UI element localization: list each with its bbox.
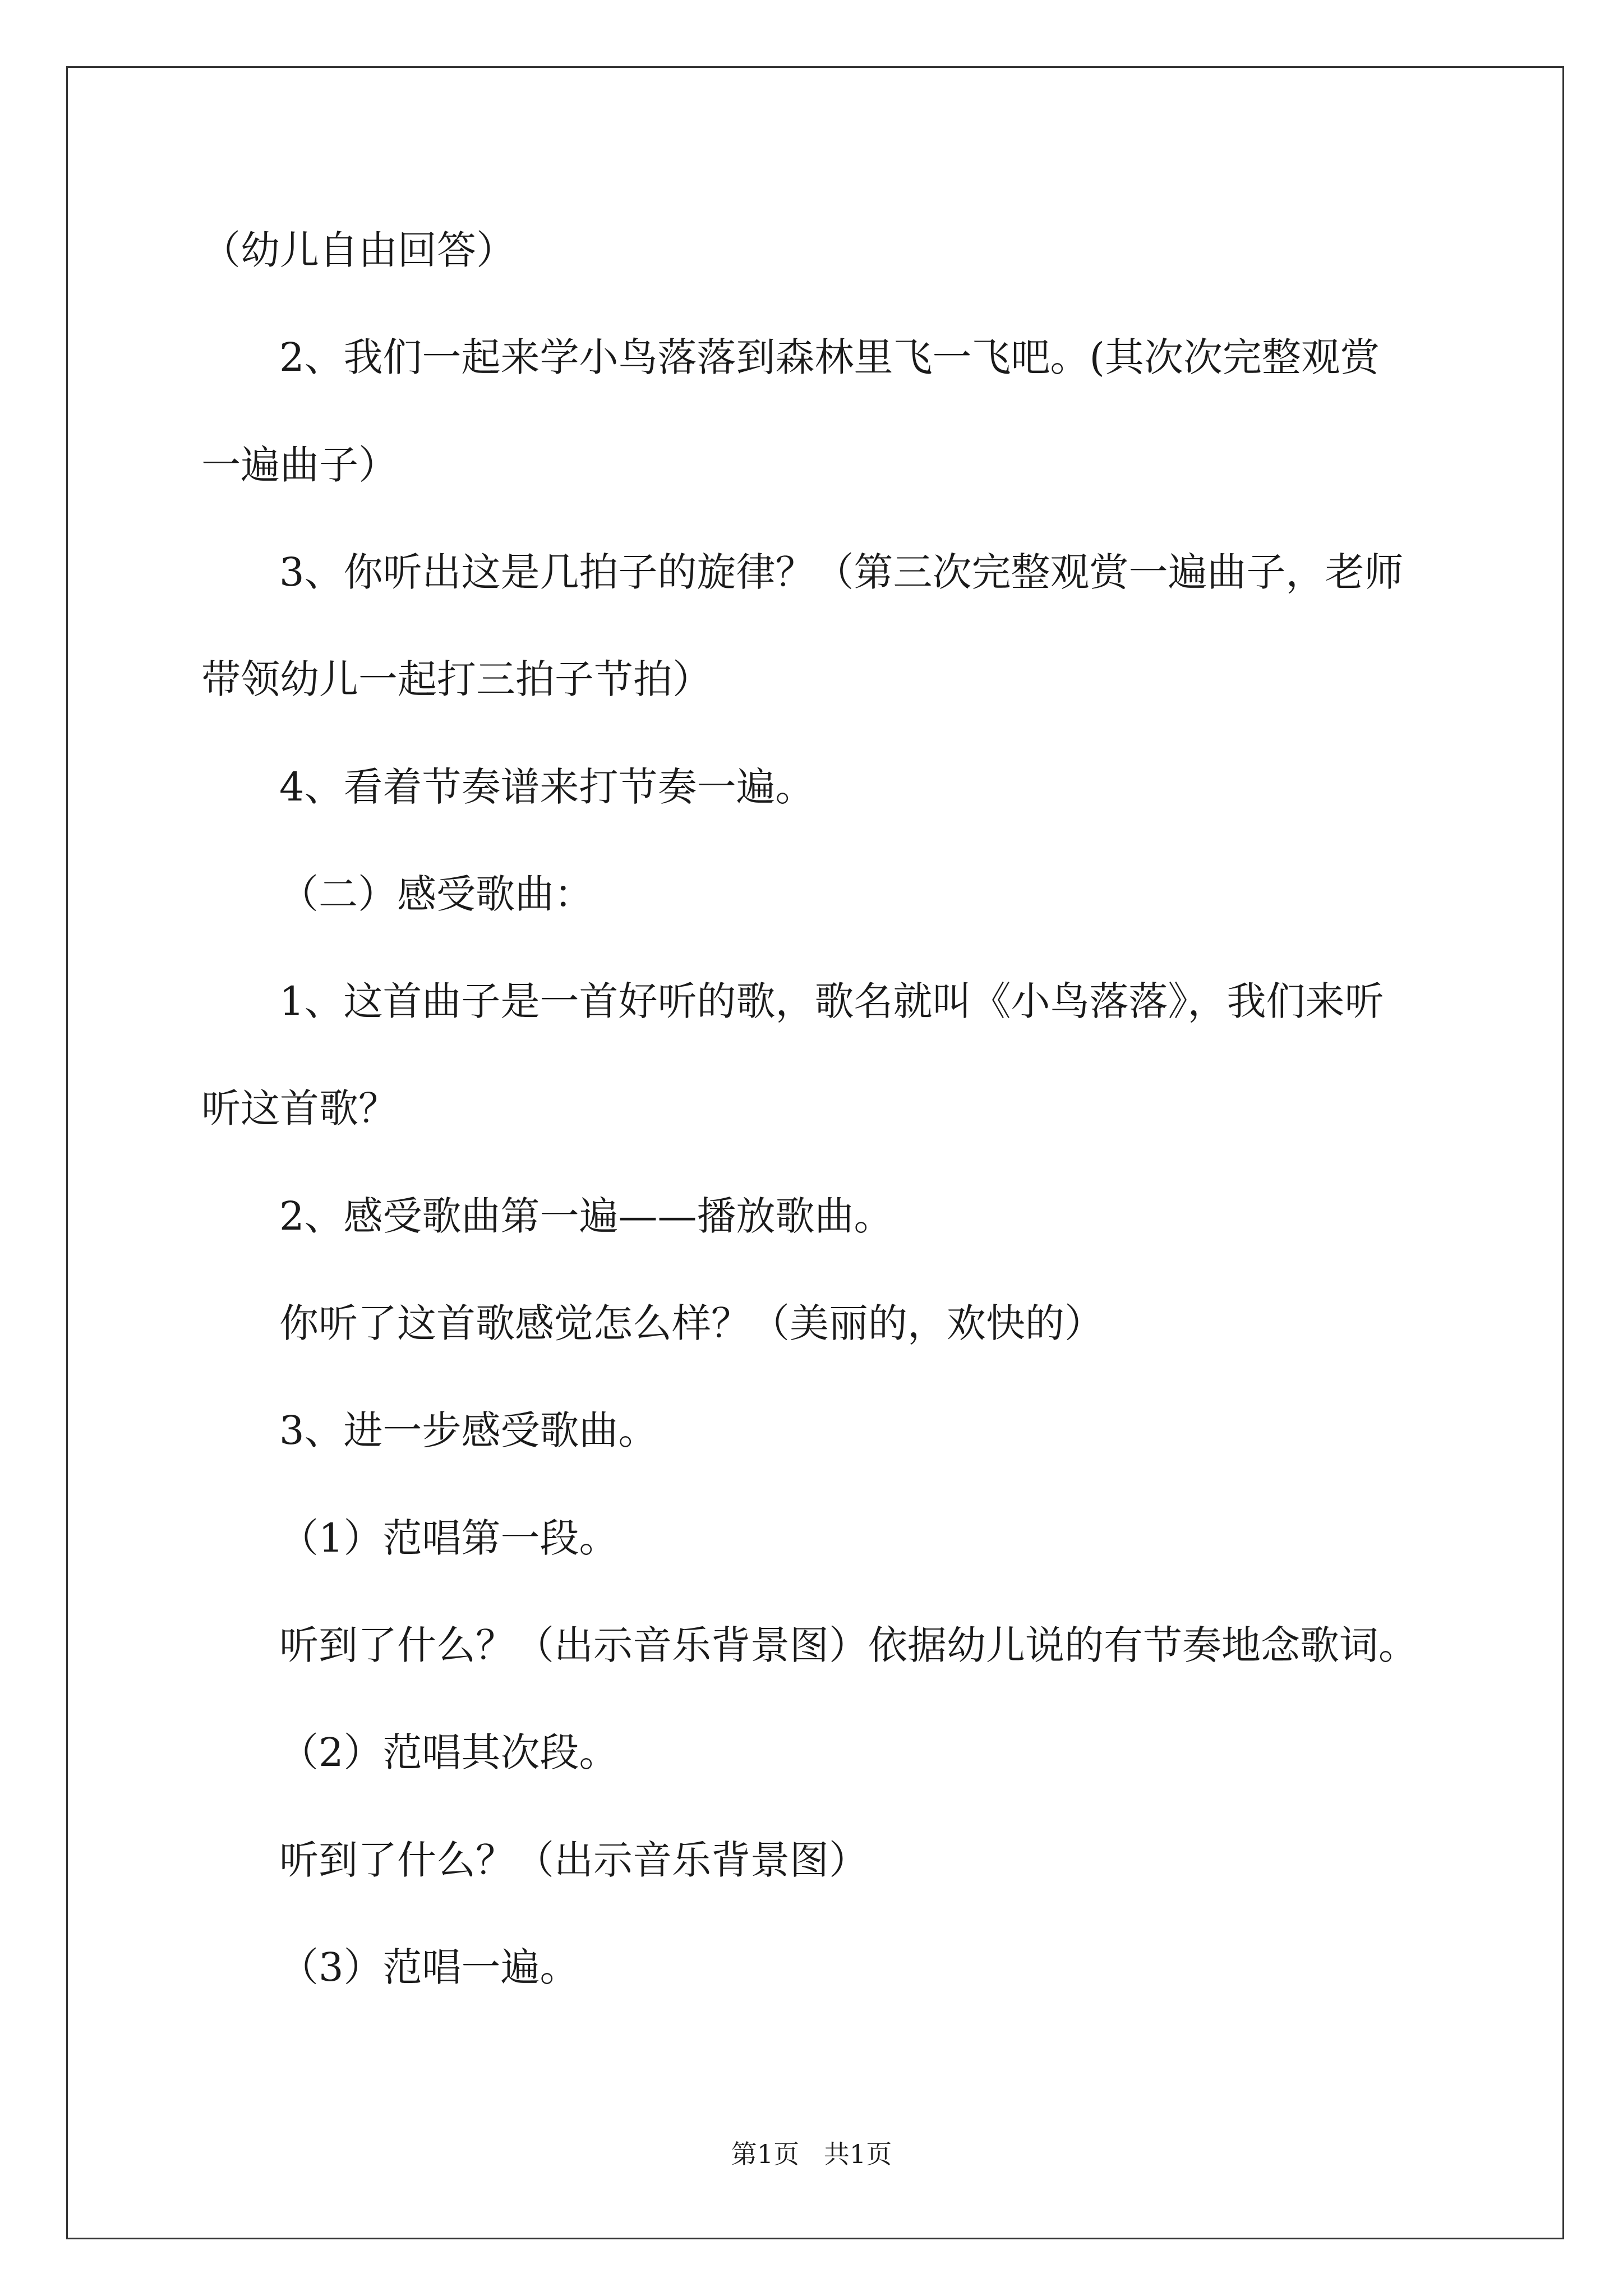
paragraph-line: 听到了什么？（出示音乐背景图）依据幼儿说的有节奏地念歌词。 <box>279 1622 1418 1668</box>
paragraph-line: 3、进一步感受歌曲。 <box>279 1407 658 1453</box>
paragraph-line: 一遍曲子） <box>201 442 398 488</box>
paragraph-line: 2、我们一起来学小鸟落落到森林里飞一飞吧。(其次次完整观赏 <box>279 334 1380 380</box>
paragraph-line: 你听了这首歌感觉怎么样？（美丽的，欢快的） <box>279 1300 1104 1346</box>
paragraph-line: （1）范唱第一段。 <box>279 1515 619 1561</box>
paragraph-line: 2、感受歌曲第一遍——播放歌曲。 <box>279 1193 893 1239</box>
paragraph-line: 带领幼儿一起打三拍子节拍） <box>201 656 712 702</box>
paragraph-line: 3、你听出这是几拍子的旋律？（第三次完整观赏一遍曲子，老师 <box>279 549 1404 595</box>
paragraph-line: （2）范唱其次段。 <box>279 1729 619 1775</box>
page-border <box>66 66 1564 2239</box>
paragraph-line: 听这首歌？ <box>201 1085 398 1131</box>
paragraph-line: 4、看着节奏谱来打节奏一遍。 <box>279 764 815 810</box>
paragraph-line: 1、这首曲子是一首好听的歌，歌名就叫《小鸟落落》，我们来听 <box>279 978 1384 1024</box>
page-number-footer: 第1页 共1页 <box>731 2139 892 2169</box>
section-heading: （二）感受歌曲： <box>279 871 593 917</box>
paragraph-line: （3）范唱一遍。 <box>279 1944 579 1990</box>
paragraph-line: 听到了什么？（出示音乐背景图） <box>279 1837 868 1883</box>
paragraph-line: （幼儿自由回答） <box>201 227 515 273</box>
